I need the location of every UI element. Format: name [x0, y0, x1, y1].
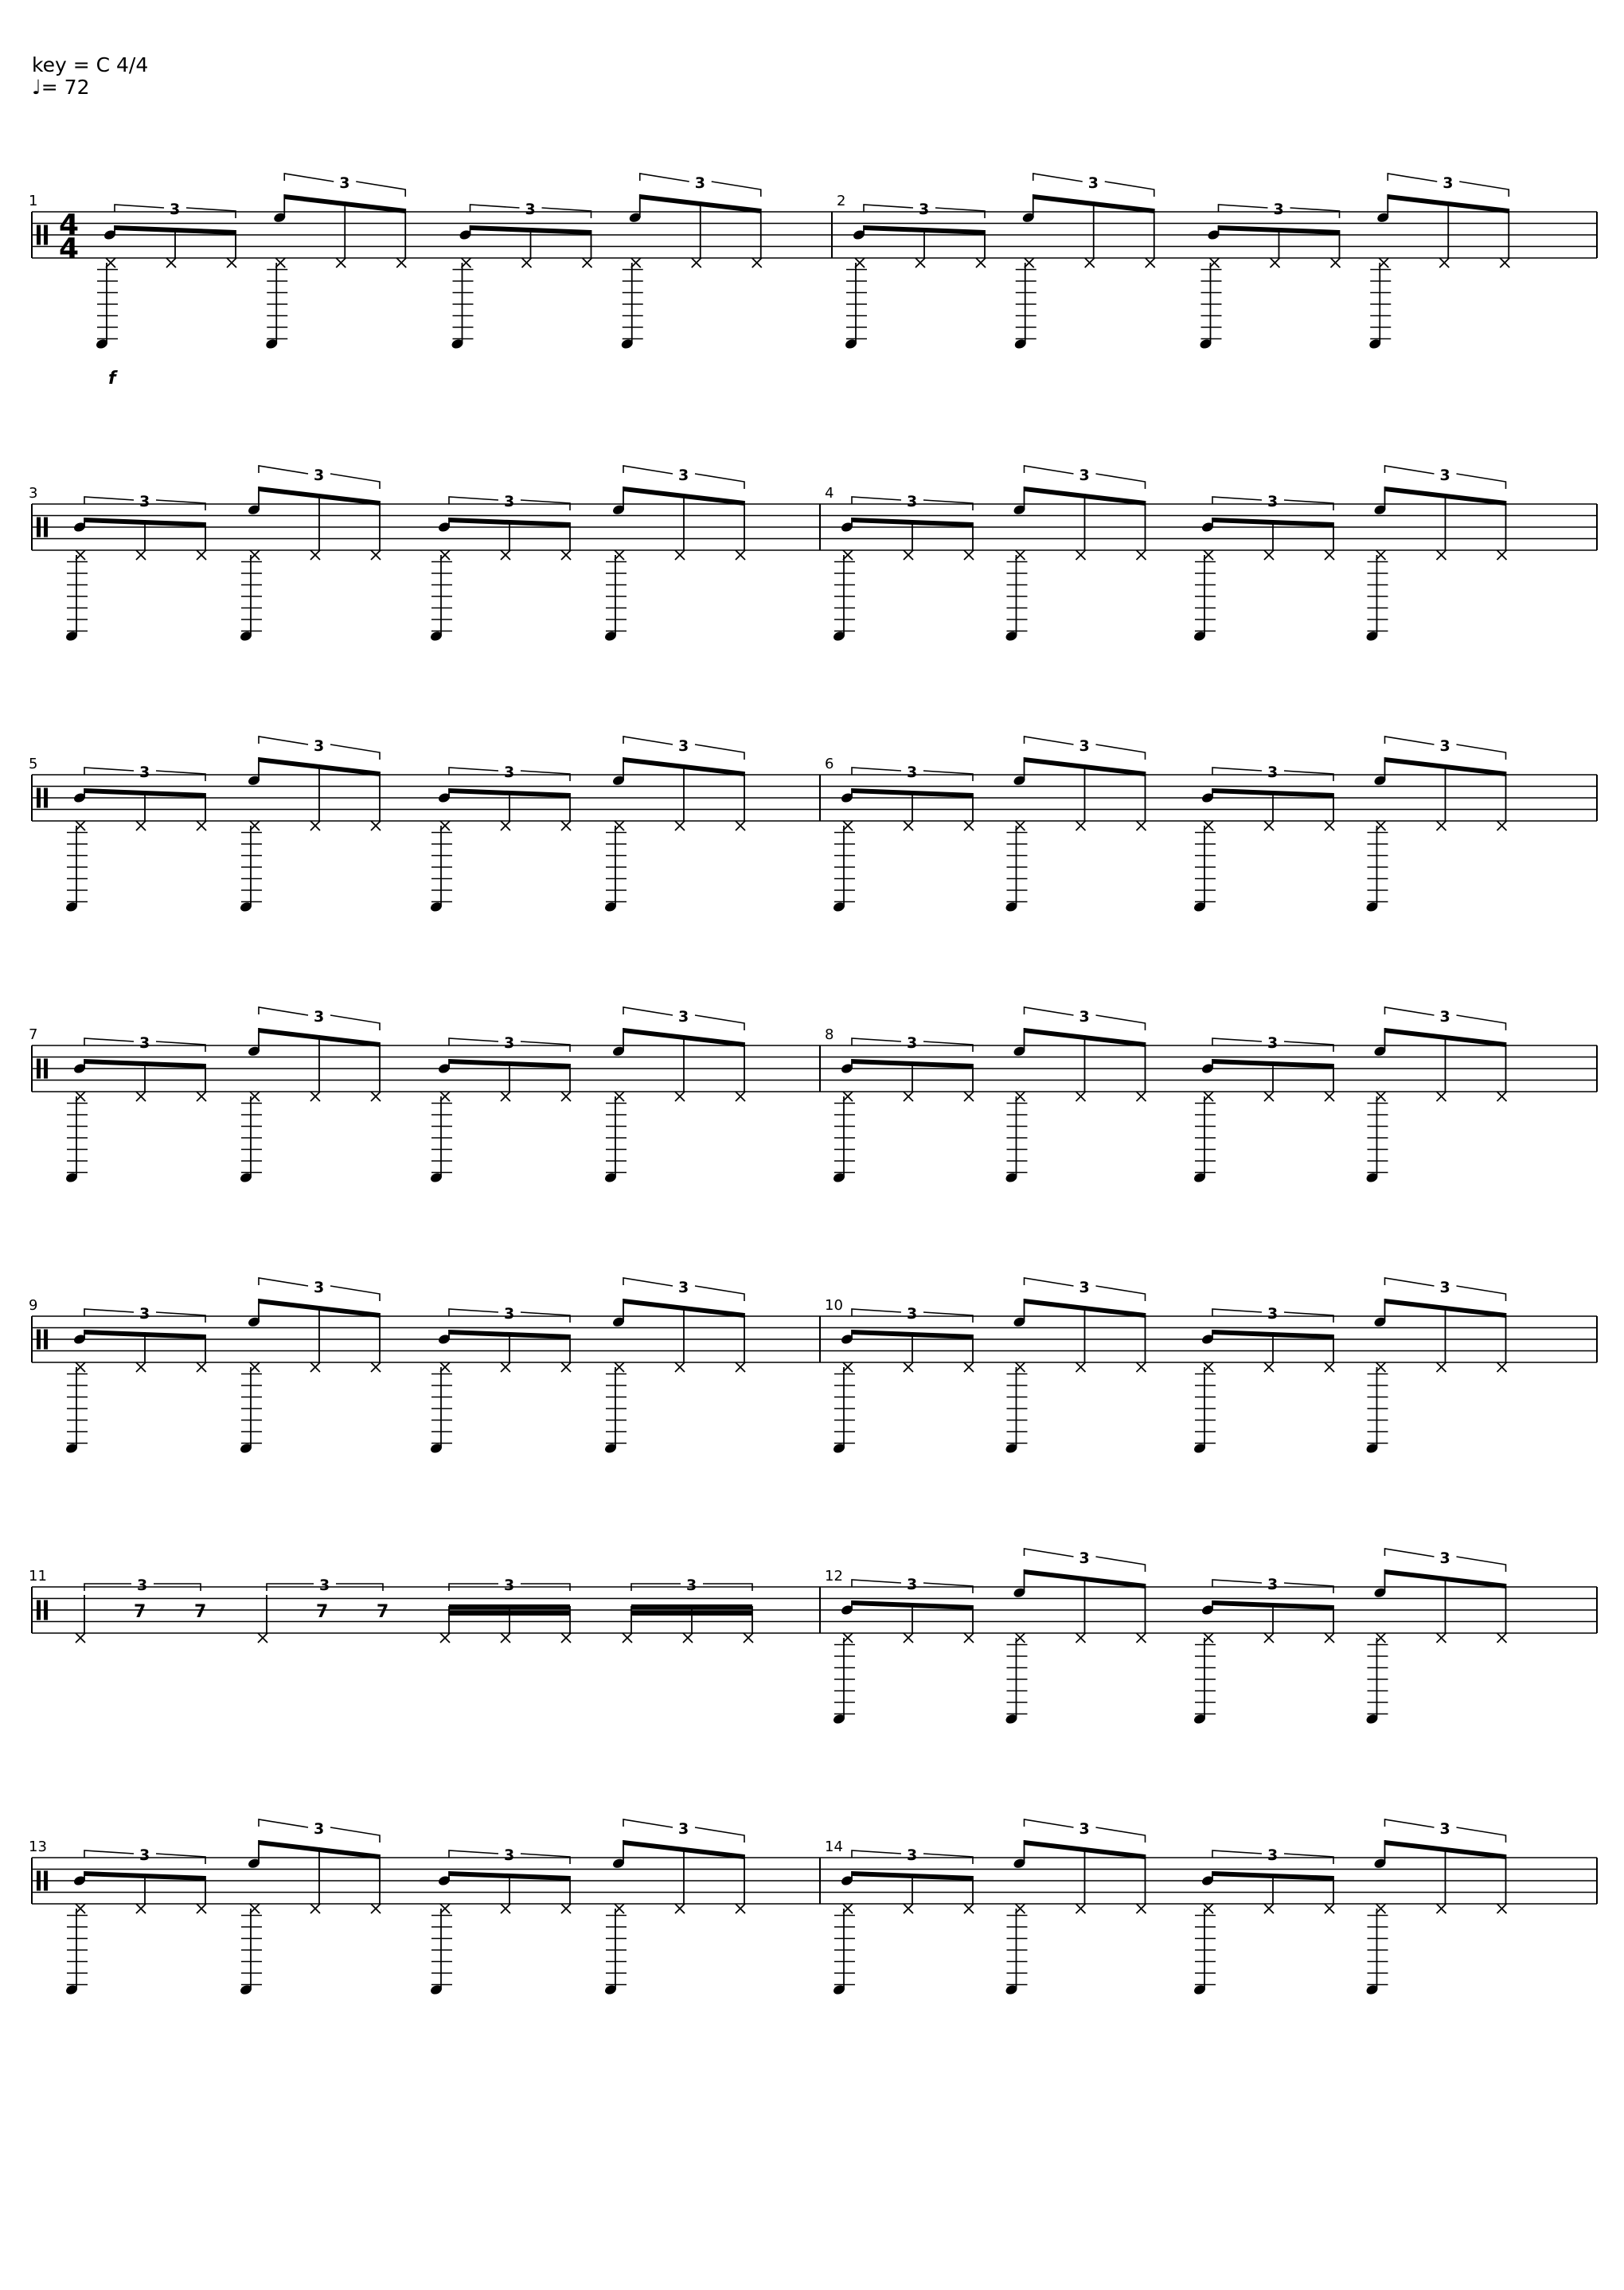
cymbal-x-notehead — [1437, 1633, 1446, 1643]
cymbal-x-notehead — [744, 1633, 753, 1643]
cymbal-x-notehead — [1437, 1092, 1446, 1101]
cymbal-x-notehead — [561, 1092, 571, 1101]
high-triplet-group — [239, 1007, 381, 1184]
tuplet-bracket — [852, 1305, 973, 1323]
cymbal-x-notehead — [692, 258, 701, 268]
cymbal-x-notehead — [561, 1362, 571, 1372]
cymbal-x-notehead — [1264, 550, 1274, 560]
cymbal-x-notehead — [1497, 1362, 1507, 1372]
cymbal-x-notehead — [1271, 258, 1280, 268]
cymbal-x-notehead — [371, 821, 381, 830]
tuplet-bracket — [1033, 174, 1154, 197]
tuplet-number: 3 — [907, 764, 918, 781]
high-triplet-group — [1368, 174, 1510, 350]
tuplet-bracket — [1219, 201, 1340, 218]
high-triplet-group — [239, 466, 381, 643]
tuplet-number: 3 — [678, 467, 689, 484]
tuplet-number: 3 — [1079, 1549, 1090, 1567]
tuplet-number: 3 — [1079, 467, 1090, 484]
cymbal-x-notehead — [964, 1633, 974, 1643]
cymbal-x-notehead — [904, 1092, 913, 1101]
tuplet-number: 3 — [504, 1846, 515, 1864]
tuplet-bracket — [449, 764, 570, 781]
eighth-rest: 7 — [377, 1602, 389, 1622]
cymbal-x-notehead — [227, 258, 236, 268]
cymbal-x-notehead — [136, 1362, 146, 1372]
tuplet-bracket — [631, 1577, 752, 1594]
tuplet-bracket — [623, 1007, 744, 1030]
tuplet-number: 3 — [1439, 1008, 1450, 1026]
staff-system — [29, 1007, 1597, 1184]
key-signature-text: key = C 4/4 — [32, 53, 149, 76]
tuplet-bracket — [115, 201, 236, 218]
tuplet-number: 3 — [907, 1846, 918, 1864]
cymbal-x-notehead — [675, 550, 685, 560]
cymbal-x-notehead — [736, 1904, 745, 1913]
cymbal-x-notehead — [1497, 1092, 1507, 1101]
cymbal-x-notehead — [1325, 821, 1334, 830]
tuplet-bracket — [852, 1846, 973, 1864]
measure-number: 2 — [837, 193, 846, 209]
tuplet-number: 3 — [139, 493, 150, 510]
tuplet-number: 3 — [1267, 1846, 1279, 1864]
measure-number: 4 — [825, 485, 834, 502]
cymbal-x-notehead — [623, 1633, 632, 1643]
cymbal-x-notehead — [1439, 258, 1449, 268]
cymbal-x-notehead — [1076, 821, 1086, 830]
cymbal-x-notehead — [197, 1904, 206, 1913]
cymbal-x-notehead — [675, 1904, 685, 1913]
cymbal-x-notehead — [1137, 1362, 1146, 1372]
cymbal-x-notehead — [501, 1633, 510, 1643]
measure-number: 8 — [825, 1026, 834, 1043]
high-triplet-group — [1005, 1819, 1146, 1996]
high-triplet-group — [239, 737, 381, 913]
tuplet-number: 3 — [139, 1846, 150, 1864]
cymbal-x-notehead — [976, 258, 986, 268]
cymbal-x-notehead — [501, 1092, 510, 1101]
tuplet-bracket — [449, 1846, 570, 1864]
tuplet-number: 3 — [1079, 1008, 1090, 1026]
eighth-rest: 7 — [194, 1602, 207, 1622]
tuplet-number: 3 — [919, 201, 930, 218]
tuplet-number: 3 — [678, 1279, 689, 1296]
cymbal-x-notehead — [501, 1904, 510, 1913]
cymbal-x-notehead — [1085, 258, 1095, 268]
cymbal-x-notehead — [736, 1092, 745, 1101]
tuplet-bracket — [623, 737, 744, 760]
measure-number: 12 — [825, 1568, 843, 1585]
cymbal-x-notehead — [197, 1092, 206, 1101]
tuplet-bracket — [259, 466, 380, 489]
measure-number: 7 — [29, 1026, 38, 1043]
tuplet-bracket — [267, 1577, 383, 1594]
high-triplet-group — [239, 1278, 381, 1455]
staff-system — [29, 737, 1597, 913]
tuplet-bracket — [1385, 737, 1506, 760]
high-triplet-group — [1013, 174, 1155, 350]
tuplet-number: 3 — [1442, 174, 1454, 192]
tuplet-number: 3 — [1079, 737, 1090, 755]
cymbal-x-notehead — [964, 1904, 974, 1913]
high-triplet-group — [1365, 1819, 1507, 1996]
cymbal-x-notehead — [1325, 1362, 1334, 1372]
cymbal-x-notehead — [561, 1633, 571, 1643]
cymbal-x-notehead — [310, 821, 320, 830]
cymbal-x-notehead — [1076, 1362, 1086, 1372]
tuplet-bracket — [84, 1577, 201, 1594]
tuplet-bracket — [1212, 764, 1333, 781]
cymbal-x-notehead — [258, 1633, 267, 1643]
measure-number: 9 — [29, 1297, 38, 1314]
cymbal-x-notehead — [1137, 1092, 1146, 1101]
tuplet-bracket — [259, 1278, 380, 1301]
high-triplet-group — [1005, 1007, 1146, 1184]
tuplet-number: 3 — [1439, 737, 1450, 755]
cymbal-x-notehead — [1437, 1362, 1446, 1372]
tuplet-number: 3 — [907, 493, 918, 510]
cymbal-x-notehead — [310, 550, 320, 560]
tuplet-bracket — [1025, 1278, 1146, 1301]
cymbal-x-notehead — [1325, 1092, 1334, 1101]
cymbal-x-notehead — [136, 821, 146, 830]
high-triplet-group — [1365, 1549, 1507, 1725]
tuplet-number: 3 — [314, 1008, 325, 1026]
tuplet-number: 3 — [1273, 201, 1284, 218]
cymbal-x-notehead — [561, 1904, 571, 1913]
cymbal-x-notehead — [1264, 1904, 1274, 1913]
cymbal-x-notehead — [1497, 1633, 1507, 1643]
cymbal-x-notehead — [310, 1904, 320, 1913]
tuplet-bracket — [852, 1034, 973, 1052]
tuplet-bracket — [1212, 1305, 1333, 1323]
tuplet-number: 3 — [314, 1279, 325, 1296]
cymbal-x-notehead — [1137, 1633, 1146, 1643]
tuplet-number: 3 — [1087, 174, 1099, 192]
cymbal-x-notehead — [1137, 1904, 1146, 1913]
tuplet-bracket — [1212, 493, 1333, 510]
cymbal-x-notehead — [1437, 550, 1446, 560]
cymbal-x-notehead — [136, 550, 146, 560]
tuplet-bracket — [1385, 1549, 1506, 1572]
tuplet-bracket — [470, 201, 591, 218]
cymbal-x-notehead — [371, 1904, 381, 1913]
cymbal-x-notehead — [1076, 1092, 1086, 1101]
tuplet-bracket — [852, 764, 973, 781]
high-triplet-group — [603, 737, 745, 913]
cymbal-x-notehead — [561, 550, 571, 560]
staff-system — [29, 1278, 1597, 1455]
tuplet-bracket — [1212, 1846, 1333, 1864]
tempo-marking: ♩= 72 — [32, 76, 90, 99]
cymbal-x-notehead — [904, 1362, 913, 1372]
cymbal-x-notehead — [904, 1633, 913, 1643]
tuplet-number: 3 — [525, 201, 536, 218]
tuplet-bracket — [1025, 1549, 1146, 1572]
cymbal-x-notehead — [1331, 258, 1341, 268]
high-triplet-group — [603, 1007, 745, 1184]
staff-system — [29, 174, 1597, 389]
tuplet-bracket — [449, 1305, 570, 1323]
tuplet-bracket — [84, 1305, 205, 1323]
high-triplet-group — [603, 1819, 745, 1996]
beam — [631, 1611, 752, 1616]
tuplet-number: 3 — [694, 174, 705, 192]
cymbal-x-notehead — [1076, 1904, 1086, 1913]
cymbal-x-notehead — [197, 1362, 206, 1372]
tuplet-bracket — [84, 1034, 205, 1052]
cymbal-x-notehead — [1497, 821, 1507, 830]
eighth-rest: 7 — [316, 1602, 329, 1622]
high-triplet-group — [603, 466, 745, 643]
tuplet-number: 3 — [314, 1820, 325, 1838]
tuplet-number: 3 — [139, 764, 150, 781]
tuplet-bracket — [84, 493, 205, 510]
cymbal-x-notehead — [1497, 550, 1507, 560]
cymbal-x-notehead — [197, 550, 206, 560]
cymbal-x-notehead — [136, 1904, 146, 1913]
tuplet-bracket — [1388, 174, 1509, 197]
cymbal-x-notehead — [583, 258, 592, 268]
measure-number: 3 — [29, 485, 38, 502]
staff-system — [29, 1819, 1597, 1996]
tuplet-bracket — [1212, 1034, 1333, 1052]
eighth-rest: 7 — [134, 1602, 146, 1622]
staff-system — [29, 1549, 1597, 1725]
cymbal-x-notehead — [1137, 550, 1146, 560]
tuplet-bracket — [852, 1576, 973, 1593]
cymbal-x-notehead — [752, 258, 762, 268]
tuplet-number: 3 — [504, 1577, 515, 1594]
dynamic-marking: f — [108, 369, 116, 389]
tuplet-bracket — [623, 1819, 744, 1843]
tuplet-bracket — [1025, 1007, 1146, 1030]
cymbal-x-notehead — [964, 550, 974, 560]
cymbal-x-notehead — [371, 1362, 381, 1372]
tuplet-bracket — [1385, 466, 1506, 489]
high-triplet-group — [1365, 1007, 1507, 1184]
cymbal-x-notehead — [1497, 1904, 1507, 1913]
high-triplet-group — [1005, 1278, 1146, 1455]
tuplet-bracket — [623, 1278, 744, 1301]
tuplet-bracket — [259, 737, 380, 760]
high-triplet-group — [1365, 466, 1507, 643]
cymbal-x-notehead — [1437, 821, 1446, 830]
tuplet-bracket — [84, 764, 205, 781]
measure-number: 6 — [825, 756, 834, 772]
tuplet-number: 3 — [907, 1034, 918, 1052]
tuplet-bracket — [259, 1007, 380, 1030]
cymbal-x-notehead — [1146, 258, 1155, 268]
tuplet-number: 3 — [907, 1576, 918, 1593]
tuplet-number: 3 — [1439, 1549, 1450, 1567]
high-triplet-group — [1005, 737, 1146, 913]
measure-number: 13 — [29, 1839, 47, 1855]
tuplet-number: 3 — [139, 1034, 150, 1052]
cymbal-x-notehead — [166, 258, 176, 268]
cymbal-x-notehead — [396, 258, 406, 268]
high-triplet-group — [1005, 1549, 1146, 1725]
cymbal-x-notehead — [1500, 258, 1509, 268]
cymbal-x-notehead — [964, 821, 974, 830]
cymbal-x-notehead — [683, 1633, 693, 1643]
beam — [449, 1611, 570, 1616]
cymbal-x-notehead — [310, 1362, 320, 1372]
time-signature-bottom: 4 — [59, 233, 80, 265]
cymbal-x-notehead — [1325, 1633, 1334, 1643]
cymbal-x-notehead — [1076, 550, 1086, 560]
cymbal-x-notehead — [336, 258, 345, 268]
cymbal-x-notehead — [964, 1092, 974, 1101]
tuplet-number: 3 — [1267, 1305, 1279, 1323]
cymbal-x-notehead — [736, 821, 745, 830]
tuplet-number: 3 — [504, 1305, 515, 1323]
tuplet-bracket — [852, 493, 973, 510]
tuplet-bracket — [1025, 737, 1146, 760]
cymbal-x-notehead — [1264, 1633, 1274, 1643]
tuplet-bracket — [284, 174, 405, 197]
tuplet-number: 3 — [137, 1577, 148, 1594]
tuplet-bracket — [259, 1819, 380, 1843]
cymbal-x-notehead — [522, 258, 532, 268]
tuplet-bracket — [1385, 1278, 1506, 1301]
tuplet-bracket — [1212, 1576, 1333, 1593]
tuplet-bracket — [1025, 1819, 1146, 1843]
cymbal-x-notehead — [371, 550, 381, 560]
cymbal-x-notehead — [501, 1362, 510, 1372]
high-triplet-group — [265, 174, 407, 350]
cymbal-x-notehead — [675, 1092, 685, 1101]
time-signature-top: 4 — [59, 209, 80, 241]
measure-number: 11 — [29, 1568, 47, 1585]
cymbal-x-notehead — [736, 1362, 745, 1372]
cymbal-x-notehead — [904, 821, 913, 830]
tuplet-bracket — [864, 201, 985, 218]
cymbal-x-notehead — [76, 1633, 85, 1643]
cymbal-x-notehead — [371, 1092, 381, 1101]
tuplet-number: 3 — [678, 737, 689, 755]
tuplet-bracket — [1385, 1007, 1506, 1030]
measure-number: 5 — [29, 756, 38, 772]
tuplet-number: 3 — [678, 1008, 689, 1026]
cymbal-x-notehead — [1325, 1904, 1334, 1913]
tuplet-number: 3 — [139, 1305, 150, 1323]
high-triplet-group — [620, 174, 762, 350]
tuplet-number: 3 — [170, 201, 181, 218]
cymbal-x-notehead — [915, 258, 925, 268]
tuplet-bracket — [1025, 466, 1146, 489]
cymbal-x-notehead — [675, 1362, 685, 1372]
cymbal-x-notehead — [904, 1904, 913, 1913]
tuplet-number: 3 — [314, 467, 325, 484]
tuplet-number: 3 — [1267, 1576, 1279, 1593]
cymbal-x-notehead — [561, 821, 571, 830]
cymbal-x-notehead — [1437, 1904, 1446, 1913]
cymbal-x-notehead — [1325, 550, 1334, 560]
high-triplet-group — [239, 1819, 381, 1996]
cymbal-x-notehead — [1137, 821, 1146, 830]
tuplet-number: 3 — [1439, 467, 1450, 484]
staff-system — [29, 466, 1597, 643]
tuplet-number: 3 — [678, 1820, 689, 1838]
cymbal-x-notehead — [736, 550, 745, 560]
tuplet-bracket — [640, 174, 761, 197]
tuplet-number: 3 — [504, 764, 515, 781]
tuplet-number: 3 — [319, 1577, 330, 1594]
cymbal-x-notehead — [1264, 1362, 1274, 1372]
high-triplet-group — [1365, 1278, 1507, 1455]
tuplet-number: 3 — [1267, 1034, 1279, 1052]
tuplet-number: 3 — [504, 493, 515, 510]
tuplet-number: 3 — [907, 1305, 918, 1323]
cymbal-x-notehead — [501, 550, 510, 560]
tuplet-number: 3 — [339, 174, 350, 192]
cymbal-x-notehead — [904, 550, 913, 560]
tuplet-bracket — [449, 1034, 570, 1052]
cymbal-x-notehead — [197, 821, 206, 830]
cymbal-x-notehead — [310, 1092, 320, 1101]
cymbal-x-notehead — [501, 821, 510, 830]
measure-number: 10 — [825, 1297, 843, 1314]
tuplet-number: 3 — [1439, 1820, 1450, 1838]
cymbal-x-notehead — [136, 1092, 146, 1101]
cymbal-x-notehead — [1264, 821, 1274, 830]
high-triplet-group — [603, 1278, 745, 1455]
cymbal-x-notehead — [440, 1633, 450, 1643]
tuplet-number: 3 — [1267, 493, 1279, 510]
tuplet-number: 3 — [686, 1577, 697, 1594]
beam — [449, 1604, 570, 1609]
tuplet-number: 3 — [504, 1034, 515, 1052]
tuplet-bracket — [1385, 1819, 1506, 1843]
cymbal-x-notehead — [964, 1362, 974, 1372]
tuplet-bracket — [449, 1577, 570, 1594]
tuplet-number: 3 — [1079, 1279, 1090, 1296]
measure-number: 14 — [825, 1839, 843, 1855]
beam — [631, 1604, 752, 1609]
cymbal-x-notehead — [1264, 1092, 1274, 1101]
tuplet-number: 3 — [314, 737, 325, 755]
tuplet-bracket — [623, 466, 744, 489]
tuplet-number: 3 — [1267, 764, 1279, 781]
high-triplet-group — [1005, 466, 1146, 643]
tuplet-number: 3 — [1439, 1279, 1450, 1296]
tuplet-number: 3 — [1079, 1820, 1090, 1838]
tuplet-bracket — [84, 1846, 205, 1864]
measure-number: 1 — [29, 193, 38, 209]
cymbal-x-notehead — [675, 821, 685, 830]
high-triplet-group — [1365, 737, 1507, 913]
cymbal-x-notehead — [1076, 1633, 1086, 1643]
tuplet-bracket — [449, 493, 570, 510]
